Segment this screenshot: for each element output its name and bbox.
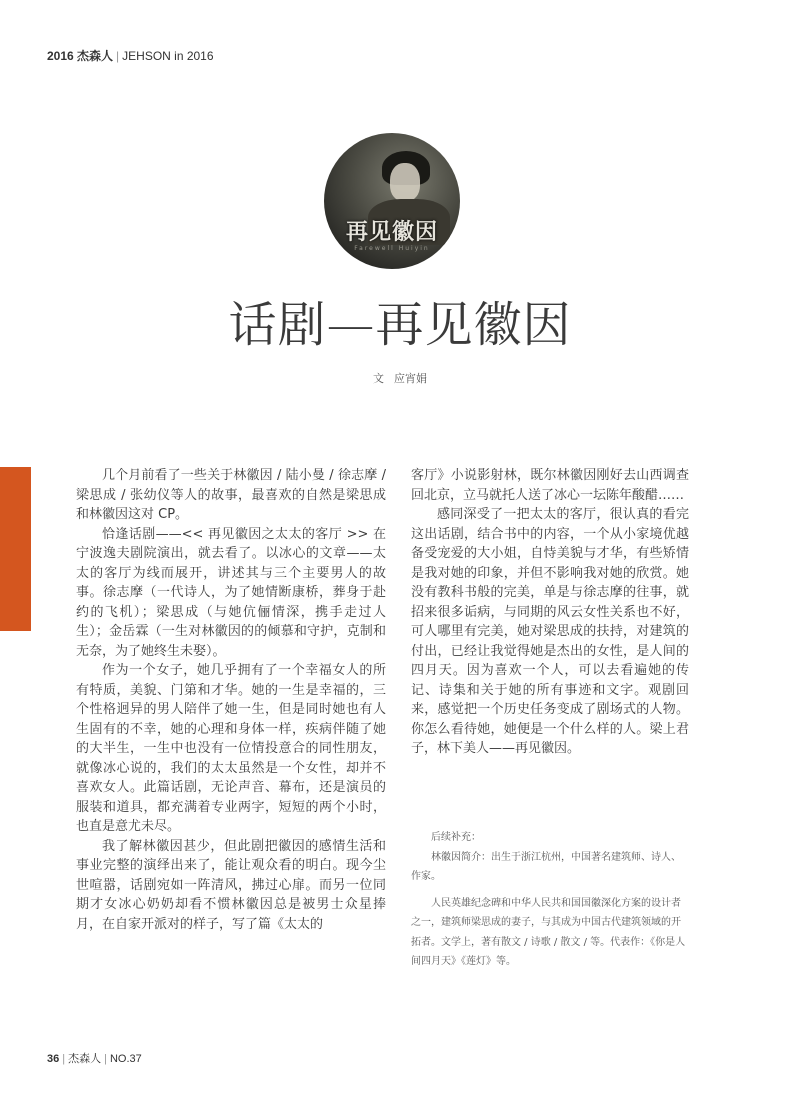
footer-divider: |	[104, 1053, 107, 1065]
header-divider: |	[116, 49, 120, 63]
footer-issue: NO.37	[109, 1053, 142, 1065]
article-title: 话剧—再见徽因	[228, 297, 572, 353]
notes-paragraph: 人民英雄纪念碑和中华人民共和国国徽深化方案的设计者之一，建筑师梁思成的妻子，与其成为中国古代建筑领域的开拓者。文学上，著有散文 / 诗歌 / 散文 / 等。代表作：《你是人间四月天》《莲灯》等。	[411, 897, 686, 967]
paragraph: 作为一个女子，她几乎拥有了一个幸福女人的所有特质，美貌、门第和才华。她的一生是幸福的，三个性格迥异的男人陪伴了她一生，但是同时她也有人生固有的不幸，她的心理和身体一样，疾病伴随了她的大半生，一生中也没有一位情投意合的同性朋友，就像冰心说的，我们的太太虽然是一个女性，却并不喜欢女人。此篇话剧，无论声音、幕布，还是演员的服装和道具，都充满着专业两字，短短的两个小时，也直是意尤未尽。	[76, 663, 386, 834]
running-header	[47, 47, 214, 64]
article-column-right	[411, 466, 689, 759]
paragraph: 客厅》小说影射林，既尔林徽因刚好去山西调查回北京，立马就托人送了冰心一坛陈年酸醋……	[411, 468, 689, 503]
paragraph: 几个月前看了一些关于林徽因 / 陆小曼 / 徐志摩 / 梁思成 / 张幼仪等人的故事，最喜欢的自然是梁思成和林徽因这对 CP。	[76, 468, 386, 522]
header-year-brand: 2016 杰森人	[47, 49, 114, 63]
accent-bar	[0, 467, 31, 631]
footer-brand: 杰森人	[68, 1053, 102, 1065]
header-english: JEHSON in 2016	[122, 49, 214, 63]
byline-label: 文	[373, 372, 384, 385]
page-footer	[47, 1050, 142, 1066]
hero-image	[324, 133, 460, 269]
notes-heading: 后续补充：	[431, 832, 481, 843]
hero-figure-face	[390, 163, 420, 201]
paragraph: 恰逢话剧——<< 再见徽因之太太的客厅 >> 在宁波逸夫剧院演出，就去看了。以冰心的文章——太太的客厅为线而展开，讲述其与三个主要男人的故事。徐志摩（一代诗人，为了她情断康桥，葬身于赴约的飞机）；梁思成（与她伉俪情深，携手走过人生）；金岳霖（一生对林徽因的的倾慕和守护，克制和无奈，为了她终生未娶）。	[76, 526, 386, 659]
byline-author: 应宵娟	[394, 372, 427, 385]
supplementary-notes	[411, 828, 689, 972]
notes-paragraph: 林徽因简介：出生于浙江杭州，中国著名建筑师、诗人、作家。	[411, 851, 681, 882]
footer-divider: |	[62, 1053, 66, 1065]
byline	[0, 370, 800, 386]
hero-poster-title: 再见徽因	[345, 219, 438, 245]
page-number: 36	[47, 1053, 60, 1065]
paragraph: 我了解林徽因甚少，但此剧把徽因的感情生活和事业完整的演绎出来了，能让观众看的明白。现今尘世喧嚣，话剧宛如一阵清风，拂过心扉。而另一位同期才女冰心奶奶却看不惯林徽因总是被男士众星捧月，在自家开派对的样子，写了篇《太太的	[76, 838, 386, 932]
article-column-left	[76, 466, 386, 934]
paragraph: 感同深受了一把太太的客厅，很认真的看完这出话剧，结合书中的内容，一个从小家境优越备受宠爱的大小姐，自恃美貌与才华，有些矫情是我对她的印象，并但不影响我对她的欣赏。她没有教科书般的完美，单是与徐志摩的往事，就招来很多诟病，与同期的风云女性关系也不好，可人哪里有完美，她对梁思成的扶持，对建筑的付出，已经让我觉得她是杰出的女性，是人间的四月天。因为喜欢一个人，可以去看遍她的传记、诗集和关于她的所有事迹和文字。观剧回来，感觉把一个历史任务变成了剧场式的人物。你怎么看待她，她便是一个什么样的人。梁上君子，林下美人——再见徽因。	[411, 507, 689, 756]
hero-poster-subtitle: Farewell Huiyin	[354, 245, 430, 252]
